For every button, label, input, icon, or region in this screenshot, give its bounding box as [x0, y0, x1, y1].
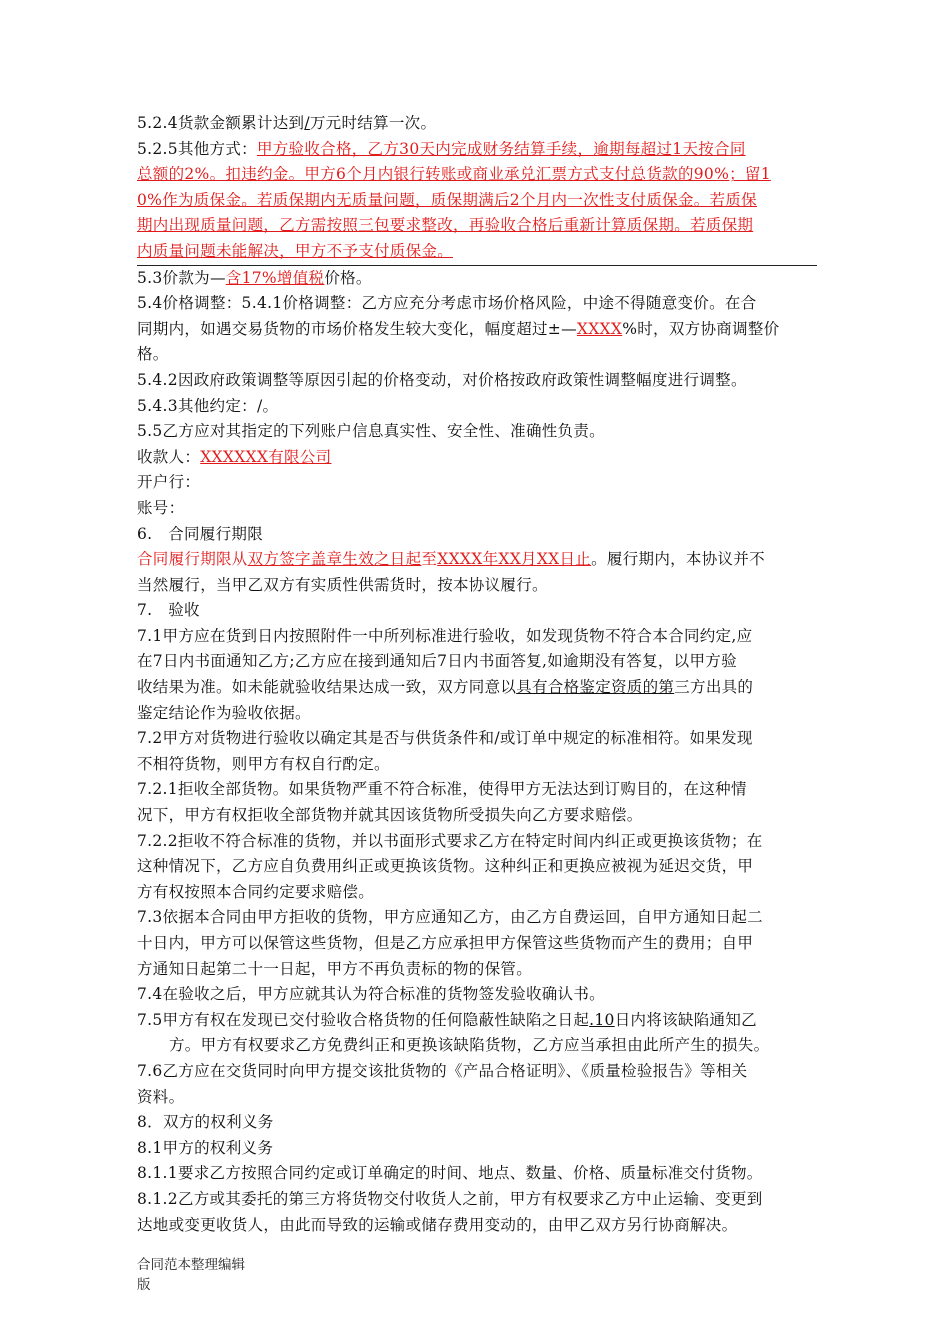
section-6-heading: 6. 合同履行期限: [137, 524, 263, 543]
clause-7-6: 7.6乙方应在交货同时向甲方提交该批货物的《产品合格证明》、《质量检验报告》等相关: [137, 1061, 748, 1080]
clause-7-1-cont-2: 收结果为准。如未能就验收结果达成一致，双方同意以具有合格鉴定资质的第三方出具的: [137, 678, 754, 697]
clause-5-4-2: 5.4.2因政府政策调整等原因引起的价格变动，对价格按政府政策性调整幅度进行调整。: [137, 370, 747, 389]
clause-7-2: 7.2甲方对货物进行验收以确定其是否与供货条件和/或订单中规定的标准相符。如果发现: [137, 729, 753, 748]
clause-7-2-1-cont: 况下，甲方有权拒收全部货物并就其因该货物所受损失向乙方要求赔偿。: [137, 806, 643, 825]
clause-5-4-3: 5.4.3其他约定：/。: [137, 396, 279, 415]
footer-line-2: 版: [137, 1277, 151, 1293]
clause-7-5-cont: 方。甲方有权要求乙方免费纠正和更换该缺陷货物，乙方应当承担由此所产生的损失。: [169, 1036, 770, 1055]
clause-7-2-2: 7.2.2拒收不符合标准的货物，并以书面形式要求乙方在特定时间内纠正或更换该货物；在: [137, 831, 763, 850]
clause-7-3-cont-2: 方通知日起第二十一日起，甲方不再负责标的物的保管。: [137, 959, 533, 978]
clause-5-5: 5.5乙方应对其指定的下列账户信息真实性、安全性、准确性负责。: [137, 422, 605, 441]
clause-7-6-cont: 资料。: [137, 1087, 185, 1106]
clause-5-2-5: 5.2.5其他方式：甲方验收合格，乙方30天内完成财务结算手续，逾期每超过1天按合同: [137, 139, 746, 158]
clause-5-4-cont-2: 格。: [137, 345, 169, 364]
account-line: 账号：: [137, 498, 185, 517]
contract-page: [137, 111, 817, 1238]
clause-5-2-4: 5.2.4货款金额累计达到/万元时结算一次。: [137, 114, 437, 132]
payee-name: XXXXXX有限公司: [200, 447, 332, 466]
footer-line-1: 合同范本整理编辑: [137, 1257, 245, 1273]
bank-line: 开户行：: [137, 473, 201, 492]
clause-6: 合同履行期限从双方签字盖章生效之日起至XXXX年XX月XX日止。履行期内，本协议并不: [137, 550, 765, 569]
clause-7-2-cont: 不相符货物，则甲方有权自行酌定。: [137, 754, 390, 773]
clause-7-3-cont-1: 十日内，甲方可以保管这些货物，但是乙方应承担甲方保管这些货物而产生的费用；自甲: [137, 934, 754, 952]
clause-8-1-1: 8.1.1要求乙方按照合同约定或订单确定的时间、地点、数量、价格、质量标准交付货物。: [137, 1164, 763, 1183]
clause-7-5: 7.5甲方有权在发现已交付验收合格货物的任何隐蔽性缺陷之日起.10日内将该缺陷通知乙: [137, 1010, 757, 1029]
section-7-heading: 7. 验收: [137, 601, 200, 620]
clause-7-2-2-cont-2: 方有权按照本合同约定要求赔偿。: [137, 882, 375, 901]
page-footer: [137, 1255, 245, 1295]
clause-5-2-5-cont-2: 0%作为质保金。若质保期内无质量问题，质保期满后2个月内一次性支付质保金。若质保: [137, 190, 757, 209]
clause-7-1: 7.1甲方应在货到日内按照附件一中所列标准进行验收，如发现货物不符合本合同约定,应: [137, 626, 753, 645]
clause-8-1-2-cont: 达地或变更收货人，由此而导致的运输或储存费用变动的，由甲乙双方另行协商解决。: [137, 1215, 738, 1234]
clause-5-2-5-cont-1: 总额的2%。扣违约金。甲方6个月内银行转账或商业承兑汇票方式支付总货款的90%；留1: [137, 165, 771, 184]
clause-7-2-1: 7.2.1拒收全部货物。如果货物严重不符合标准，使得甲方无法达到订购目的，在这种情: [137, 780, 747, 799]
clause-7-2-2-cont-1: 这种情况下，乙方应自负费用纠正或更换该货物。这种纠正和更换应被视为延迟交货，甲: [137, 857, 754, 876]
payee-line: 收款人：XXXXXX有限公司: [137, 447, 332, 466]
clause-5-2-5-cont-4: 内质量问题未能解决，甲方不予支付质保金。: [137, 241, 454, 260]
clause-7-1-cont-3: 鉴定结论作为验收依据。: [137, 703, 311, 722]
clause-7-4: 7.4在验收之后，甲方应就其认为符合标准的货物签发验收确认书。: [137, 985, 605, 1004]
clause-5-3: 5.3价款为—含17%增值税价格。: [137, 268, 372, 287]
section-8-heading: 8．双方的权利义务: [137, 1113, 274, 1132]
clause-5-4-cont-1: 同期内，如遇交易货物的市场价格发生较大变化，幅度超过±—XXXX%时，双方协商调整价: [137, 319, 780, 338]
clause-8-1: 8.1甲方的权利义务: [137, 1138, 274, 1157]
clause-7-3: 7.3依据本合同由甲方拒收的货物，甲方应通知乙方，由乙方自费运回，自甲方通知日起二: [137, 908, 763, 927]
clause-5-2-5-cont-3: 期内出现质量问题，乙方需按照三包要求整改，再验收合格后重新计算质保期。若质保期: [137, 216, 754, 235]
clause-6-cont: 当然履行，当甲乙双方有实质性供需货时，按本协议履行。: [137, 575, 548, 594]
clause-7-1-cont-1: 在7日内书面通知乙方;乙方应在接到通知后7日内书面答复,如逾期没有答复，以甲方验: [137, 652, 737, 671]
clause-5-4: 5.4价格调整：5.4.1价格调整：乙方应充分考虑市场价格风险，中途不得随意变价。在合: [137, 294, 757, 313]
clause-8-1-2: 8.1.2乙方或其委托的第三方将货物交付收货人之前，甲方有权要求乙方中止运输、变更到: [137, 1189, 763, 1208]
